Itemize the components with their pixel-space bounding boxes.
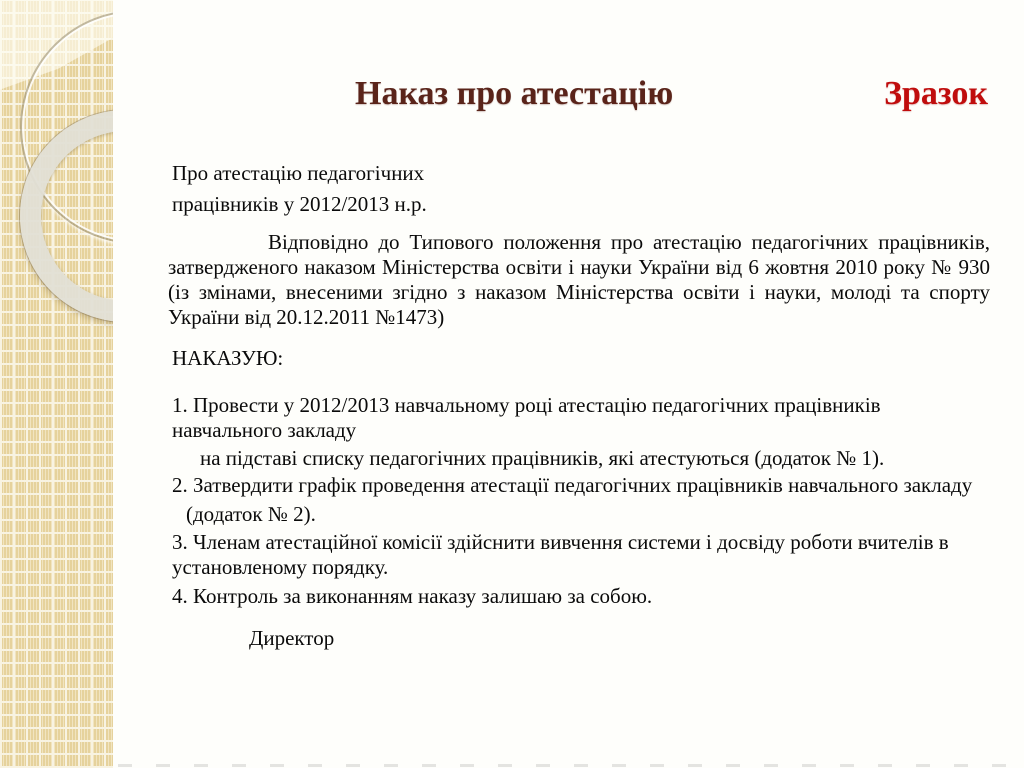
order-heading: НАКАЗУЮ: xyxy=(172,346,284,370)
preamble-line-2: затвердженого наказом Міністерства освіти і науки України від 6 жовтня 2010 року № 930 xyxy=(168,255,990,279)
bottom-dashed-divider xyxy=(118,764,1024,767)
order-subject-line-1: Про атестацію педагогічних xyxy=(172,161,425,185)
decorative-sidebar xyxy=(0,0,113,768)
preamble-line-1: Відповідно до Типового положення про атестацію педагогічних працівників, xyxy=(268,230,990,254)
signature-line: Директор xyxy=(249,626,335,650)
order-subject xyxy=(172,158,427,220)
order-item-1: 1. Провести у 2012/2013 навчальному році атестацію педагогічних працівників навчального закладу xyxy=(172,393,881,442)
order-item-2: 2. Затвердити графік проведення атестації педагогічних працівників навчального закладу xyxy=(172,473,973,497)
slide-title-row xyxy=(355,76,988,112)
slide-title: Наказ про атестацію xyxy=(355,75,674,112)
order-item-1-sub: на підставі списку педагогічних працівників, які атестуються (додаток № 1). xyxy=(200,446,885,470)
order-item-4: 4. Контроль за виконанням наказу залишаю за собою. xyxy=(172,584,653,608)
order-subject-line-2: працівників у 2012/2013 н.р. xyxy=(172,192,427,216)
slide-title-tag: Зразок xyxy=(884,75,988,112)
order-item-2-sub: (додаток № 2). xyxy=(186,502,316,526)
order-preamble xyxy=(168,230,990,330)
preamble-line-4: України від 20.12.2011 №1473) xyxy=(168,305,445,329)
preamble-line-3: (із змінами, внесеними згідно з наказом Міністерства освіти і науки, молоді та спорту xyxy=(168,280,990,304)
order-item-3: 3. Членам атестаційної комісії здійснити вивчення системи і досвіду роботи вчителів в установленому порядку. xyxy=(172,530,949,579)
